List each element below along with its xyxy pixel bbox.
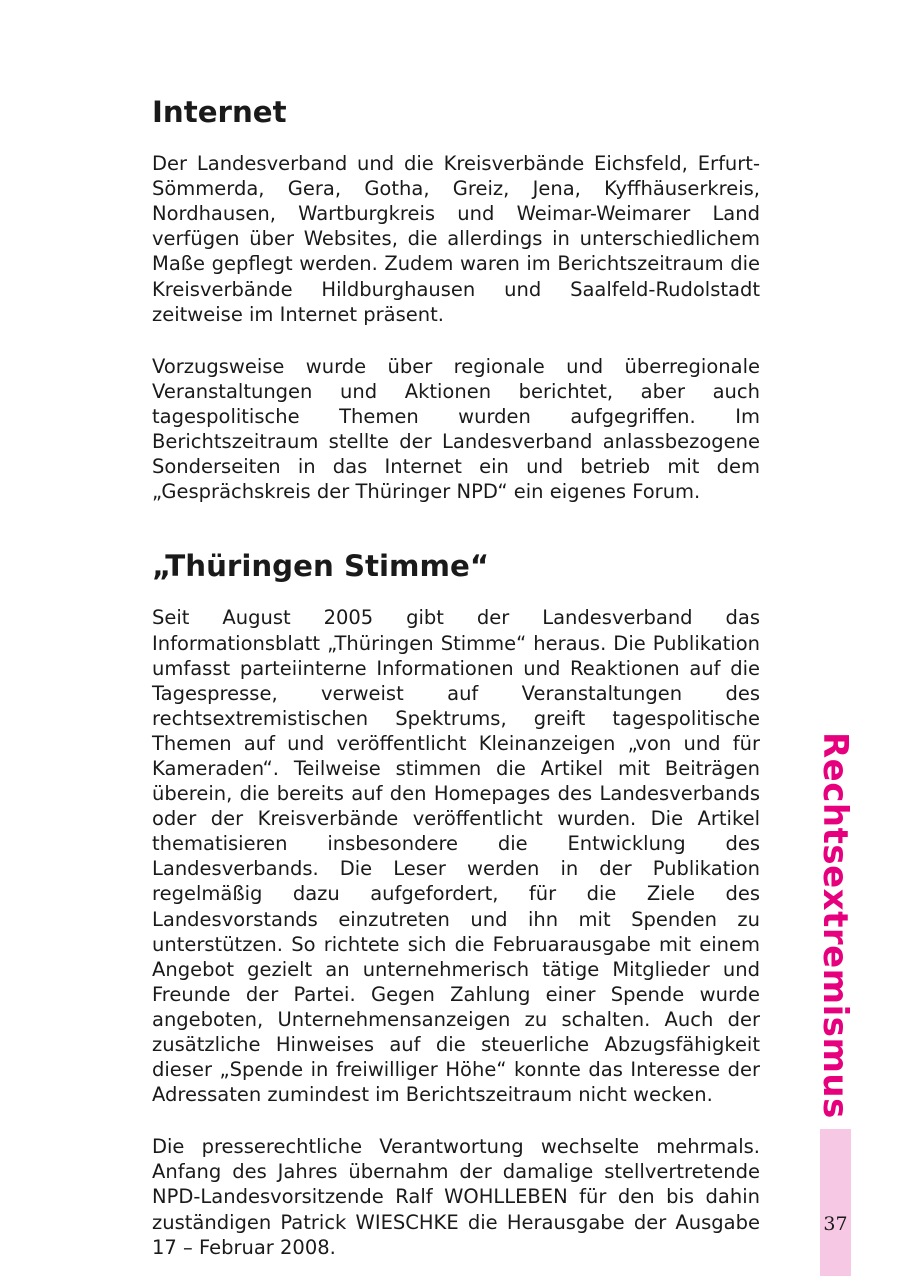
spacer — [152, 579, 760, 605]
spacer — [152, 327, 760, 354]
page-number: 37 — [823, 1213, 848, 1235]
section-heading-internet: Internet — [152, 95, 287, 129]
spacer — [152, 504, 760, 554]
paragraph-internet-1: Der Landesverband und die Kreisverbände Eichsfeld, Erfurt-Sömmerda, Gera, Gotha, Greiz, Jena, Kyffhäuserkreis, Nordhausen, Wartburgkreis und Weimar-Weimarer Land verfügen über Websites, die allerdings in unterschiedlichem Maße gepflegt werden. Zudem waren im Berichtszeitraum die Kreisverbände Hildburghausen und Saalfeld-Rudolstadt zeitweise im Internet präsent. — [152, 152, 760, 326]
spacer — [152, 1107, 760, 1134]
page-body — [152, 95, 760, 1260]
chapter-sidebar-label — [813, 731, 857, 1119]
section-heading-thueringen-stimme: „Thüringen Stimme“ — [152, 549, 490, 584]
paragraph-stimme-1: Seit August 2005 gibt der Landesverband das Informationsblatt „Thüringen Stimme“ heraus. Die Publikation umfasst parteiinterne Informationen und Reaktionen auf die Tagespresse, verweist auf Veranstaltungen des rechtsextremistischen Spektrums, greift tagespolitische Themen auf und veröffentlicht Kleinanzeigen „von und für Kameraden“. Teilweise stimmen die Artikel mit Beiträgen überein, die bereits auf den Homepages des Landesverbands oder der Kreisverbände veröffentlicht wurden. Die Artikel thematisieren insbesondere die Entwicklung des Landesverbands. Die Leser werden in der Publikation regelmäßig dazu aufgefordert, für die Ziele des Landesvorstands einzutreten und ihn mit Spenden zu unterstützen. So richtete sich die Februarausgabe mit einem Angebot gezielt an unternehmerisch tätige Mitglieder und Freunde der Partei. Gegen Zahlung einer Spende wurde angeboten, Unternehmensanzeigen zu schalten. Auch der zusätzliche Hinweises auf die steuerliche Abzugsfähigkeit dieser „Spende in freiwilliger Höhe“ konnte das Interesse der Adressaten zumindest im Berichtszeitraum nicht wecken. — [152, 606, 760, 1107]
paragraph-internet-2: Vorzugsweise wurde über regionale und überregionale Veranstaltungen und Aktionen berichtet, aber auch tagespolitische Themen wurden aufgegriffen. Im Berichtszeitraum stellte der Landesverband anlassbezogene Sonderseiten in das Internet ein und betrieb mit dem „Gesprächskreis der Thüringer NPD“ ein eigenes Forum. — [152, 354, 760, 504]
chapter-title: Rechtsextremismus — [815, 731, 855, 1119]
chapter-tab — [820, 1129, 851, 1276]
paragraph-stimme-2: Die presserechtliche Verantwortung wechselte mehrmals. Anfang des Jahres übernahm der damalige stellvertretende NPD-Landesvorsitzende Ralf WOHLLEBEN für den bis dahin zuständigen Patrick WIESCHKE die Herausgabe der Ausgabe 17 – Februar 2008. — [152, 1135, 760, 1259]
